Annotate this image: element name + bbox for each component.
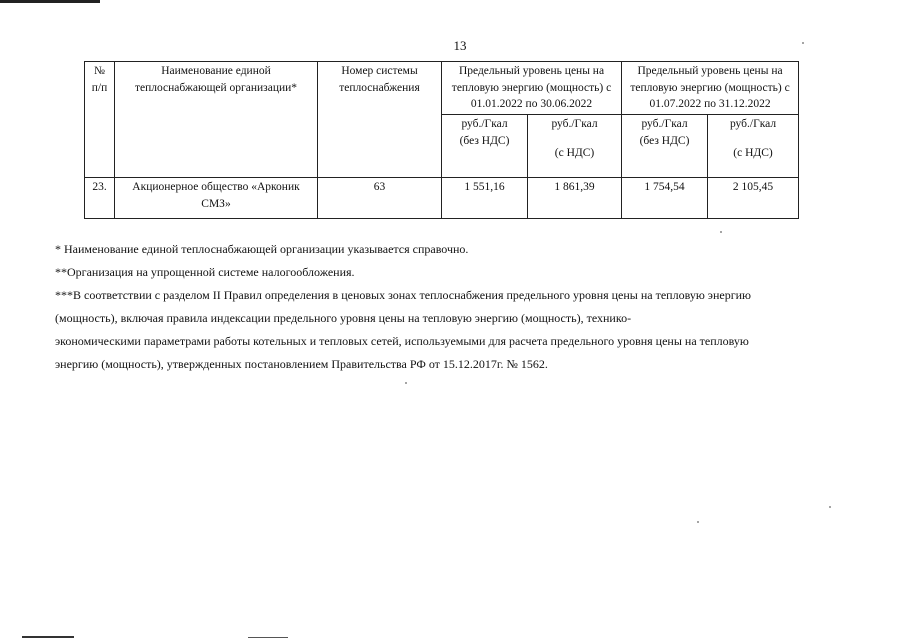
unit-label: руб./Гкал bbox=[551, 118, 598, 131]
footnote-1: * Наименование единой теплоснабжающей организации указывается справочно. bbox=[55, 242, 469, 256]
subheader-p2-with-vat bbox=[708, 115, 799, 178]
unit-label: руб./Гкал bbox=[729, 118, 777, 131]
bottom-edge-mark bbox=[248, 637, 288, 638]
row-p1-no-vat: 1 551,16 bbox=[442, 178, 528, 219]
vat-label: (с НДС) bbox=[554, 146, 595, 159]
subheader-p1-with-vat bbox=[528, 115, 622, 178]
footnote-3-line-2: (мощность), включая правила индексации предельного уровня цены на тепловую энергию (мощность), технико- bbox=[55, 311, 632, 325]
scan-speck bbox=[405, 382, 407, 384]
header-organization: Наименование единой теплоснабжающей организации* bbox=[115, 62, 318, 178]
row-p2-with-vat: 2 105,45 bbox=[708, 178, 799, 219]
header-num: № п/п bbox=[85, 62, 115, 178]
vat-label: (с НДС) bbox=[733, 146, 773, 159]
header-period-1: Предельный уровень цены на тепловую энергию (мощность) с 01.01.2022 по 30.06.2022 bbox=[442, 62, 622, 115]
scan-speck bbox=[802, 42, 804, 44]
table-header-row bbox=[85, 62, 799, 115]
scan-speck bbox=[720, 231, 722, 233]
row-p1-with-vat: 1 861,39 bbox=[528, 178, 622, 219]
table-row bbox=[85, 178, 799, 219]
top-edge-rule bbox=[0, 0, 100, 3]
row-system-number: 63 bbox=[318, 178, 442, 219]
scan-speck bbox=[829, 506, 831, 508]
vat-label: (без НДС) bbox=[639, 134, 690, 147]
row-p2-no-vat: 1 754,54 bbox=[622, 178, 708, 219]
scan-speck bbox=[697, 521, 699, 523]
unit-label: руб./Гкал bbox=[461, 118, 508, 131]
vat-label: (без НДС) bbox=[459, 134, 510, 147]
footnote-3-line-1: ***В соответствии с разделом II Правил определения в ценовых зонах теплоснабжения предельного уровня цены на тепловую энергию bbox=[55, 288, 752, 302]
footnote-3-line-3: экономическими параметрами работы котельных и тепловых сетей, используемыми для расчета предельного уровня цены на тепловую bbox=[55, 334, 749, 348]
subheader-p1-no-vat bbox=[442, 115, 528, 178]
subheader-p2-no-vat bbox=[622, 115, 708, 178]
price-limit-table bbox=[84, 61, 799, 219]
header-period-2: Предельный уровень цены на тепловую энергию (мощность) с 01.07.2022 по 31.12.2022 bbox=[622, 62, 799, 115]
footnote-3-line-4: энергию (мощность), утвержденных постановлением Правительства РФ от 15.12.2017г. № 1562. bbox=[55, 357, 548, 371]
unit-label: руб./Гкал bbox=[641, 118, 688, 131]
bottom-edge-rule bbox=[22, 636, 74, 638]
header-system-number: Номер системы теплоснабжения bbox=[318, 62, 442, 178]
row-num: 23. bbox=[85, 178, 115, 219]
footnotes bbox=[55, 238, 845, 376]
page-number: 13 bbox=[453, 38, 467, 53]
row-organization: Акционерное общество «Арконик СМЗ» bbox=[115, 178, 318, 219]
footnote-2: **Организация на упрощенной системе налогообложения. bbox=[55, 265, 355, 279]
